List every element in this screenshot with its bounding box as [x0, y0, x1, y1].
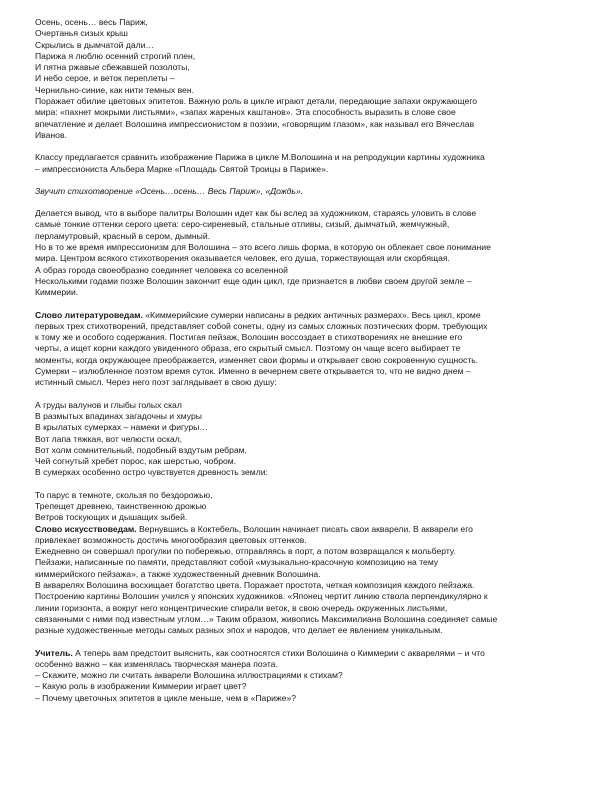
- poem-paris: [35, 17, 580, 96]
- text-line: линии горизонта, а вокруг него концентрические спирали веток, в свою очередь окруженных листьями,: [35, 602, 448, 613]
- text-line: Классу предлагается сравнить изображение Парижа в цикле М.Волошина и на репродукции картины художника: [35, 152, 485, 163]
- text-line: впечатление и делает Волошина импрессионистом в поэзии, «говорящим глазом», как называл его Вячеслав: [35, 118, 475, 129]
- text-line: особенно важно – как изменялась творческая манера поэта.: [35, 658, 278, 669]
- text-line: к тому же и особого содержания. Постигая пейзаж, Волошин воссоздает в стихотворениях не внешние его: [35, 332, 463, 343]
- section-first-text: Вернувшись в Коктебель, Волошин начинает писать свои акварели. В акварели его: [136, 523, 473, 534]
- text-line: [35, 310, 580, 321]
- text-line: Иванов.: [35, 129, 67, 140]
- section-first-text: «Киммерийские сумерки написаны в редких античных размерах». Весь цикл, кроме: [142, 309, 481, 320]
- poem-line: В размытых впадинах загадочны и хмуры: [35, 410, 202, 421]
- poem-line: И небо серое, и веток переплеты –: [35, 73, 175, 84]
- poem-line: Вот лапа тяжкая, вот челюсти оскал,: [35, 433, 183, 444]
- text-line: мира. Центром всякого стихотворения оказывается человек, его душа, торжествующая или скорбящая.: [35, 253, 450, 264]
- text-line: черты, а ищет корни каждого увиденного образа, его скрытый смысл. Поэтому он чаще всего выбирает те: [35, 343, 461, 354]
- text-line: моменты, когда окружающее преображается, изменяет свои формы и открывает свою сокровенную сущность.: [35, 354, 479, 365]
- poem-line: И пятна ржавые сбежавшей позолоты,: [35, 62, 190, 73]
- poem-line: Чернильно-синие, как нити темных вен.: [35, 84, 194, 95]
- text-line: первых трех стихотворений, представляет собой сонеты, одну из самых сложных поэтических форм, требующих: [35, 320, 488, 331]
- poem-line: В сумерках особенно остро чувствуется древность земли:: [35, 467, 268, 478]
- section-first-text: А теперь вам предстоит выяснить, как соотносятся стихи Волошина о Киммерии с акварелями – и что: [72, 647, 485, 658]
- paragraph-conclusion: [35, 208, 580, 298]
- section-lead: Слово искусствоведам.: [35, 523, 137, 534]
- text-line: самые тонкие оттенки серого цвета: серо-сиреневый, стальные отливы, сизый, дымчатый, жемчужный,: [35, 219, 450, 230]
- poem-line: А груды валунов и глыбы голых скал: [35, 399, 182, 410]
- section-teacher: [35, 648, 580, 704]
- poem-line: Чей согнутый хребет порос, как шерстью, чобром.: [35, 456, 237, 467]
- text-line: разные художественные методы самых разных эпох и народов, что делает ее явлением уникальным.: [35, 625, 443, 636]
- text-line: Построению картины Волошин учился у японских художников. «Японец чертит линию ствола перпендикулярно к: [35, 591, 488, 602]
- poem-cimmeria: [35, 400, 580, 479]
- poem-line: Трепещет древнею, таинственною дрожью: [35, 500, 207, 511]
- section-lead: Учитель.: [35, 647, 73, 658]
- text-line: истинный смысл. Через него поэт заглядывает в свою душу:: [35, 377, 277, 388]
- poem-line: Вот холм сомнительный, подобный вздутым ребрам,: [35, 444, 247, 455]
- text-line: Делается вывод, что в выборе палитры Волошин идет как бы вслед за художником, стараясь уловить в слове: [35, 208, 477, 219]
- poem-line: Скрылись в дымчатой дали…: [35, 39, 155, 50]
- text-line: Но в то же время импрессионизм для Волошина – это всего лишь форма, в которую он облекает свое понимание: [35, 242, 491, 253]
- poem-line: Осень, осень… весь Париж,: [35, 17, 148, 27]
- text-line: Киммерии.: [35, 287, 79, 298]
- poem-line: Очертанья сизых крыш: [35, 28, 128, 39]
- paragraph-epithets: [35, 96, 580, 141]
- text-line: А образ города своеобразно соединяет человека со вселенной: [35, 264, 288, 275]
- text-line: Сумерки – излюбленное поэтом время суток. Именно в вечернем свете открывается то, что не видно днем –: [35, 366, 471, 377]
- poem-sail: [35, 490, 580, 524]
- section-art-critics: [35, 524, 580, 637]
- document-body: [35, 17, 580, 704]
- section-lead: Слово литературоведам.: [35, 309, 143, 320]
- poem-line: Ветров тоскующих и дышащих зыбей.: [35, 512, 188, 523]
- question-line: – Почему цветочных эпитетов в цикле меньше, чем в «Париже»?: [35, 692, 297, 703]
- paragraph-compare: [35, 152, 580, 175]
- text-line: [35, 524, 580, 535]
- section-literary-critics: [35, 310, 580, 389]
- question-line: – Какую роль в изображении Киммерии играет цвет?: [35, 681, 247, 692]
- question-line: – Скажите, можно ли считать акварели Волошина иллюстрациями к стихам?: [35, 670, 343, 681]
- poem-line: В крылатых сумерках – намеки и фигуры…: [35, 422, 208, 433]
- text-line: В акварелях Волошина восхищает богатство цвета. Поражает простота, четкая композиция каждого пейзажа.: [35, 580, 475, 591]
- poem-line: То парус в темноте, скользя по бездорожью,: [35, 489, 213, 500]
- text-line: Несколькими годами позже Волошин закончит еще один цикл, где признается в любви своем другой земле –: [35, 275, 472, 286]
- text-line: – импрессиониста Альбера Марке «Площадь Святой Троицы в Париже».: [35, 163, 329, 174]
- text-line: киммерийского пейзажа», а также художественный дневник Волошина.: [35, 568, 321, 579]
- text-line: Ежедневно он совершал прогулки по побережью, отправляясь в порт, а потом возвращался к мольберту.: [35, 546, 456, 557]
- text-line: мира: «пахнет мокрыми листьями», «запах жареных каштанов». Эта способность выразить в слове свое: [35, 107, 456, 118]
- text-line: Пейзажи, написанные по памяти, представляют собой «музыкально-красочную композицию на тему: [35, 557, 439, 568]
- italic-note: Звучит стихотворение «Осень…осень… Весь Париж», «Дождь».: [35, 185, 304, 196]
- text-line: перламутровый, красный в сером, дымный.: [35, 230, 211, 241]
- text-line: привлекает возможность достичь многообразия цветовых оттенков.: [35, 534, 307, 545]
- text-line: [35, 648, 580, 659]
- text-line: связанными с ними под известным углом…» Таким образом, живопись Максимилиана Волошина соединяет самые: [35, 613, 498, 624]
- text-line: Поражает обилие цветовых эпитетов. Важную роль в цикле играют детали, передающие запахи окружающего: [35, 96, 478, 107]
- poem-line: Парижа я люблю осенний строгий плен,: [35, 50, 196, 61]
